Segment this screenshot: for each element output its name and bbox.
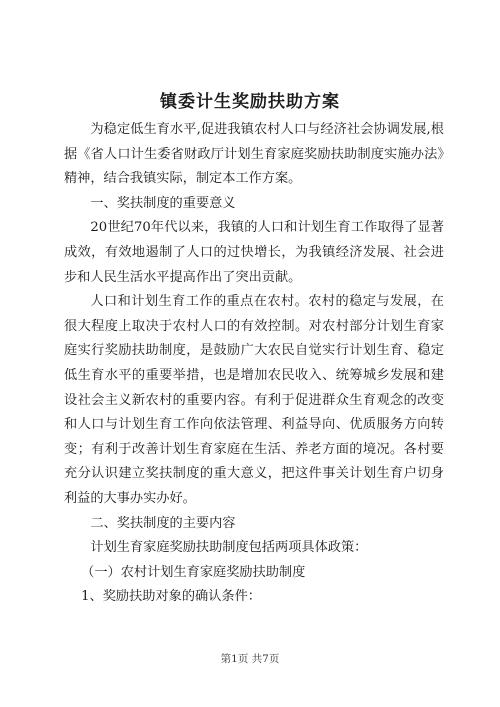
section-heading-1: 一、奖扶制度的重要意义 (90, 195, 236, 211)
paragraph-rural-focus: 人口和计划生育工作的重点在农村。农村的稳定与发展，在很大程度上取决于农村人口的有效控制。对农村部分计划生育家庭实行奖励扶助制度，是鼓励广大农民自觉实行计划生育、稳定低生育水平的重要举措，也是增加农民收入、统筹城乡发展和建设社会主义新农村的重要内容。有利于促进群众生育观念的改变和人口与计划生育工作向依法管理、利益导向、优质服务方向转变；有利于改善计划生育家庭在生活、养老方面的境况。各村要充分认识建立奖扶制度的重大意义，把这件事关计划生育户切身利益的大事办实办好。 (64, 294, 444, 506)
list-item-1: 1、奖励扶助对象的确认条件： (81, 589, 261, 605)
subsection-heading-1: （一）农村计划生育家庭奖励扶助制度 (81, 564, 306, 580)
document-title: 镇委计生奖励扶助方案 (160, 92, 340, 112)
document-body (64, 118, 444, 610)
paragraph-achievements: 20世纪70年代以来，我镇的人口和计划生育工作取得了显著成效，有效地遏制了人口的过快增长，为我镇经济发展、社会进步和人民生活水平提高作出了突出贡献。 (64, 220, 444, 285)
intro-paragraph: 为稳定低生育水平,促进我镇农村人口与经济社会协调发展,根据《省人口计生委省财政厅计划生育家庭奖励扶助制度实施办法》精神，结合我镇实际，制定本工作方案。 (64, 122, 444, 187)
page-number: 第1页 共7页 (220, 653, 280, 665)
section-heading-2: 二、奖扶制度的主要内容 (90, 515, 236, 531)
paragraph-policies: 计划生育家庭奖励扶助制度包括两项具体政策： (90, 540, 368, 556)
